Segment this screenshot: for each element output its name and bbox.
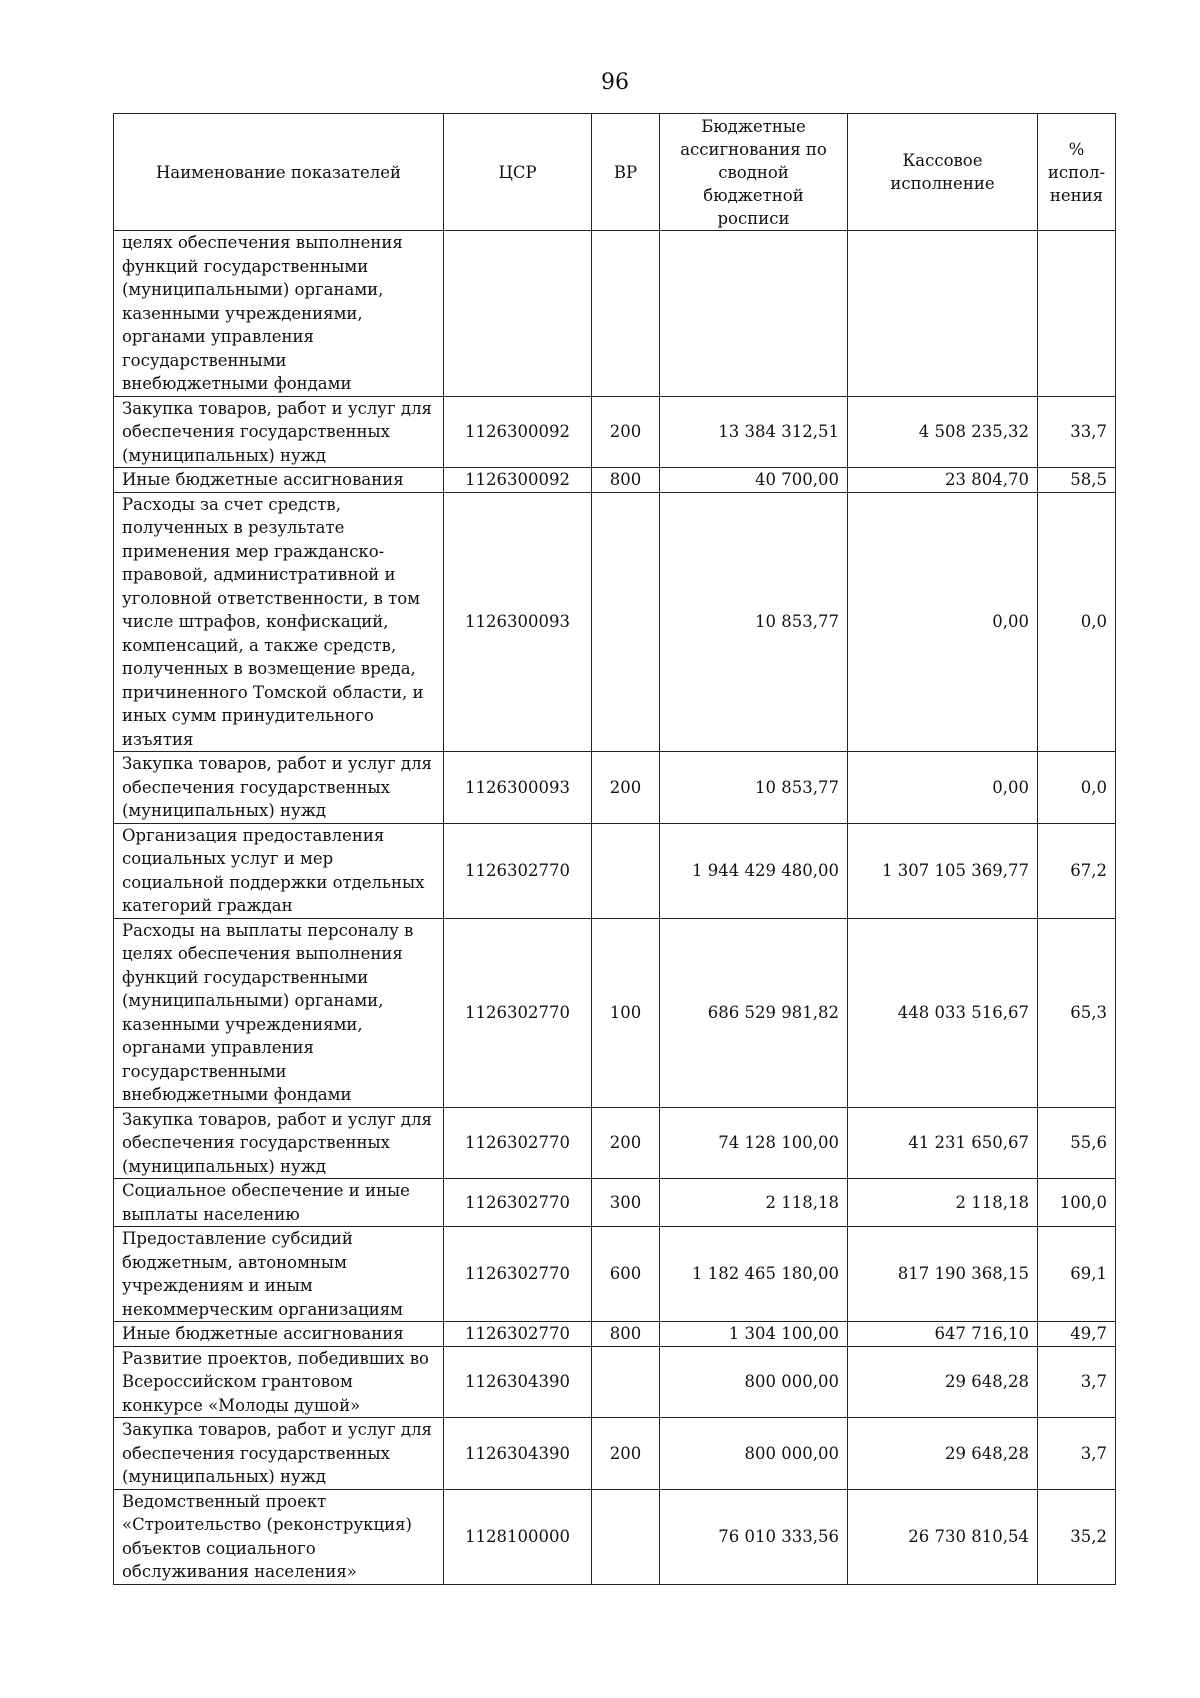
row-cash: 29 648,28 (848, 1346, 1038, 1418)
table-row (114, 1489, 1116, 1584)
row-vr: 300 (592, 1179, 660, 1227)
table-body (114, 231, 1116, 1585)
row-percent: 58,5 (1038, 468, 1116, 493)
row-vr: 600 (592, 1227, 660, 1322)
row-name: Предоставление субсидий бюджетным, автономным учреждениям и иным некоммерческим организациям (114, 1227, 444, 1322)
row-percent: 55,6 (1038, 1107, 1116, 1179)
row-cash: 41 231 650,67 (848, 1107, 1038, 1179)
row-name: целях обеспечения выполнения функций государственными (муниципальными) органами, казенными учреждениями, органами управления государственными внебюджетными фондами (114, 231, 444, 397)
row-cash: 817 190 368,15 (848, 1227, 1038, 1322)
row-percent: 65,3 (1038, 918, 1116, 1107)
header-vr: ВР (592, 114, 660, 231)
row-cash: 26 730 810,54 (848, 1489, 1038, 1584)
header-csr: ЦСР (444, 114, 592, 231)
row-csr: 1126302770 (444, 823, 592, 918)
row-csr: 1126300092 (444, 468, 592, 493)
table-header-row (114, 114, 1116, 231)
row-cash: 4 508 235,32 (848, 396, 1038, 468)
row-name: Закупка товаров, работ и услуг для обеспечения государственных (муниципальных) нужд (114, 1418, 444, 1490)
row-budget: 76 010 333,56 (660, 1489, 848, 1584)
row-budget: 2 118,18 (660, 1179, 848, 1227)
row-vr: 200 (592, 752, 660, 824)
row-percent: 33,7 (1038, 396, 1116, 468)
row-name: Расходы за счет средств, полученных в результате применения мер гражданско-правовой, административной и уголовной ответственности, в том числе штрафов, конфискаций, компенсаций, а также средств, полученных в возмещение вреда, причиненного Томской области, и иных сумм принудительного изъятия (114, 492, 444, 752)
row-percent: 67,2 (1038, 823, 1116, 918)
row-csr: 1126302770 (444, 1322, 592, 1347)
row-csr: 1126300093 (444, 492, 592, 752)
row-budget: 1 944 429 480,00 (660, 823, 848, 918)
row-vr (592, 823, 660, 918)
row-percent: 100,0 (1038, 1179, 1116, 1227)
row-budget: 10 853,77 (660, 492, 848, 752)
row-name: Иные бюджетные ассигнования (114, 1322, 444, 1347)
row-budget: 1 182 465 180,00 (660, 1227, 848, 1322)
row-budget: 800 000,00 (660, 1418, 848, 1490)
row-name: Развитие проектов, победивших во Всероссийском грантовом конкурсе «Молоды душой» (114, 1346, 444, 1418)
row-cash (848, 231, 1038, 397)
row-budget (660, 231, 848, 397)
row-vr (592, 231, 660, 397)
row-vr: 200 (592, 1107, 660, 1179)
row-vr (592, 492, 660, 752)
row-cash: 647 716,10 (848, 1322, 1038, 1347)
row-name: Организация предоставления социальных услуг и мер социальной поддержки отдельных категорий граждан (114, 823, 444, 918)
table-row (114, 1346, 1116, 1418)
row-vr: 200 (592, 1418, 660, 1490)
row-vr: 800 (592, 1322, 660, 1347)
row-cash: 2 118,18 (848, 1179, 1038, 1227)
header-cash: Кассовое исполнение (848, 114, 1038, 231)
row-budget: 13 384 312,51 (660, 396, 848, 468)
row-budget: 40 700,00 (660, 468, 848, 493)
row-cash: 0,00 (848, 752, 1038, 824)
row-cash: 1 307 105 369,77 (848, 823, 1038, 918)
row-cash: 23 804,70 (848, 468, 1038, 493)
row-csr: 1126302770 (444, 1107, 592, 1179)
row-vr (592, 1489, 660, 1584)
table-row (114, 918, 1116, 1107)
row-vr: 800 (592, 468, 660, 493)
table-row (114, 823, 1116, 918)
row-percent: 3,7 (1038, 1418, 1116, 1490)
budget-execution-table (113, 113, 1116, 1585)
row-csr: 1126304390 (444, 1346, 592, 1418)
row-csr (444, 231, 592, 397)
row-vr: 100 (592, 918, 660, 1107)
table-row (114, 468, 1116, 493)
row-name: Социальное обеспечение и иные выплаты населению (114, 1179, 444, 1227)
row-cash: 29 648,28 (848, 1418, 1038, 1490)
row-percent (1038, 231, 1116, 397)
row-cash: 0,00 (848, 492, 1038, 752)
table-row (114, 396, 1116, 468)
table-row (114, 752, 1116, 824)
row-name: Расходы на выплаты персоналу в целях обеспечения выполнения функций государственными (муниципальными) органами, казенными учреждениями, органами управления государственными внебюджетными фондами (114, 918, 444, 1107)
table-row (114, 492, 1116, 752)
row-csr: 1126302770 (444, 1179, 592, 1227)
table-row (114, 1179, 1116, 1227)
row-budget: 800 000,00 (660, 1346, 848, 1418)
row-percent: 3,7 (1038, 1346, 1116, 1418)
row-vr: 200 (592, 396, 660, 468)
row-budget: 10 853,77 (660, 752, 848, 824)
row-name: Закупка товаров, работ и услуг для обеспечения государственных (муниципальных) нужд (114, 1107, 444, 1179)
table-row (114, 1322, 1116, 1347)
row-percent: 69,1 (1038, 1227, 1116, 1322)
row-name: Ведомственный проект «Строительство (реконструкция) объектов социального обслуживания населения» (114, 1489, 444, 1584)
header-name: Наименование показателей (114, 114, 444, 231)
table-row (114, 231, 1116, 397)
row-budget: 1 304 100,00 (660, 1322, 848, 1347)
header-budget: Бюджетные ассигнования по сводной бюджетной росписи (660, 114, 848, 231)
table-row (114, 1418, 1116, 1490)
row-csr: 1126300092 (444, 396, 592, 468)
row-csr: 1126302770 (444, 1227, 592, 1322)
row-percent: 0,0 (1038, 752, 1116, 824)
row-csr: 1126302770 (444, 918, 592, 1107)
row-vr (592, 1346, 660, 1418)
row-budget: 74 128 100,00 (660, 1107, 848, 1179)
page-number: 96 (601, 70, 629, 95)
row-percent: 49,7 (1038, 1322, 1116, 1347)
row-name: Закупка товаров, работ и услуг для обеспечения государственных (муниципальных) нужд (114, 752, 444, 824)
row-cash: 448 033 516,67 (848, 918, 1038, 1107)
row-percent: 0,0 (1038, 492, 1116, 752)
header-percent: % испол-нения (1038, 114, 1116, 231)
row-name: Закупка товаров, работ и услуг для обеспечения государственных (муниципальных) нужд (114, 396, 444, 468)
table-row (114, 1107, 1116, 1179)
row-percent: 35,2 (1038, 1489, 1116, 1584)
row-csr: 1126304390 (444, 1418, 592, 1490)
row-name: Иные бюджетные ассигнования (114, 468, 444, 493)
row-csr: 1126300093 (444, 752, 592, 824)
row-budget: 686 529 981,82 (660, 918, 848, 1107)
table-row (114, 1227, 1116, 1322)
row-csr: 1128100000 (444, 1489, 592, 1584)
